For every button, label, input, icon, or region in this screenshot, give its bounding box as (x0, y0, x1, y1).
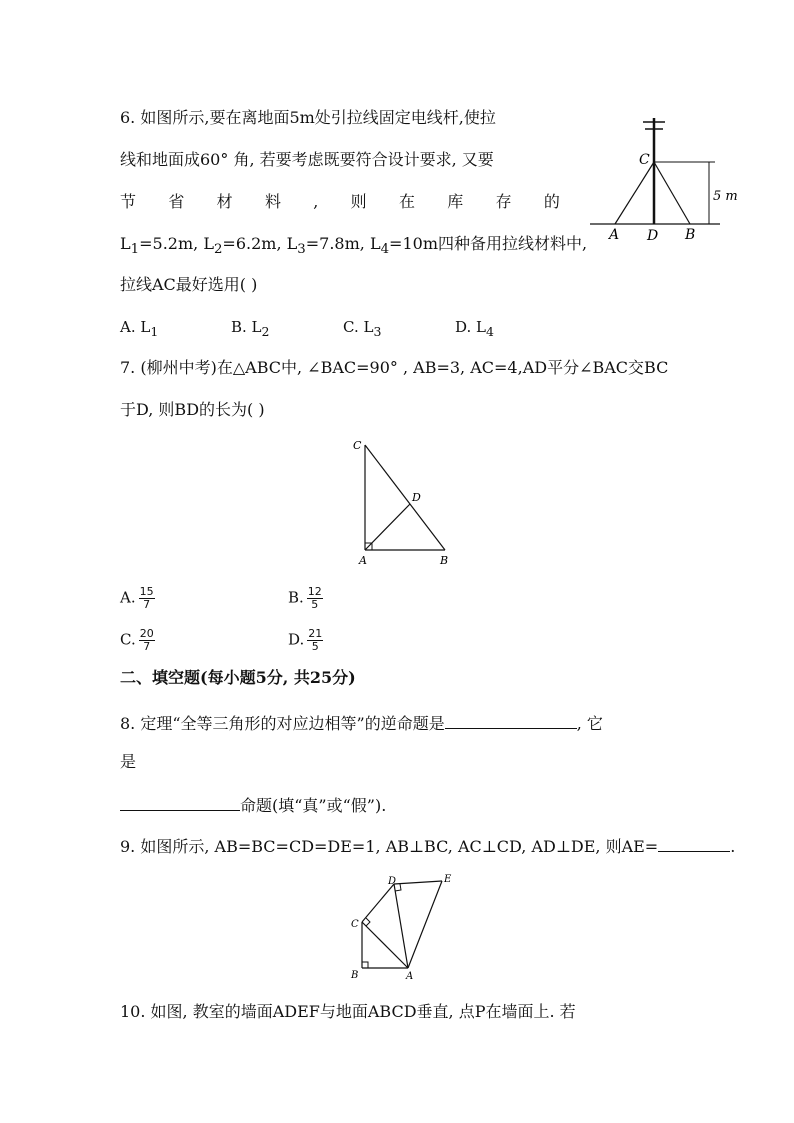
q6-char: 材 (216, 192, 233, 211)
fraction: $\frac{12}{5}$ (307, 585, 322, 611)
segment-cd (362, 884, 394, 922)
segment-ae (408, 881, 442, 968)
q6-line-3 (120, 192, 560, 212)
q6-option-a[interactable]: A. $L_1$ (120, 318, 159, 339)
right-angle-mark (362, 962, 368, 968)
q6-line-4 (120, 234, 587, 260)
q8-line-1: 8. 定理“全等三角形的对应边相等”的逆命题是 , 它 (120, 714, 603, 733)
label-c: C (353, 439, 362, 452)
q6-line-5: 拉线AC最好选用( ) (120, 275, 258, 294)
q6-option-d[interactable]: D. $L_4$ (455, 318, 494, 339)
fraction: $\frac{15}{7}$ (139, 585, 154, 611)
height-label: 5 m (713, 189, 738, 204)
q8-line-3: 命题(填“真”或“假”). (120, 794, 386, 816)
fraction: $\frac{21}{5}$ (308, 627, 323, 653)
label-e: E (444, 874, 452, 885)
l4-value: =10m四种备用拉线材料中, (389, 234, 588, 253)
q6-line-2: 线和地面成60° 角, 若要考虑既要符合设计要求, 又要 (120, 150, 494, 169)
l1-subscript: 1 (130, 242, 140, 258)
q7-option-a[interactable]: A. $\frac{15}{7}$ (120, 585, 154, 611)
segment-de (394, 881, 442, 884)
q6-char: 在 (398, 192, 415, 211)
l4-subscript: 4 (380, 242, 390, 258)
spiral-figure (340, 872, 470, 984)
l1-value: =5.2m, (139, 234, 204, 253)
q7-option-b[interactable]: B. $\frac{12}{5}$ (288, 585, 322, 611)
label-b: B (351, 970, 359, 981)
q7-option-c[interactable]: C. $\frac{20}{7}$ (120, 627, 154, 653)
answer-blank[interactable] (658, 835, 730, 852)
l4-symbol: L (369, 234, 381, 253)
l3-subscript: 3 (297, 242, 306, 258)
label-c: C (351, 919, 359, 930)
pole-figure (585, 108, 755, 248)
q6-line-1: 6. 如图所示,要在离地面5m处引拉线固定电线杆,使拉 (120, 108, 496, 127)
label-b: B (685, 227, 696, 243)
q7-line-1: 7. (柳州中考)在△ABC中, ∠BAC=90° , AB=3, AC=4,AD平分∠BAC交BC (120, 358, 669, 377)
q6-char: 的 (543, 192, 560, 211)
wire-ac (615, 162, 654, 224)
answer-blank[interactable] (120, 794, 240, 811)
label-a: A (359, 554, 367, 567)
l3-value: =7.8m, (305, 234, 370, 253)
wire-bc (654, 162, 690, 224)
label-a: A (406, 971, 414, 982)
q6-char: 省 (168, 192, 185, 211)
q7-line-2: 于D, 则BD的长为( ) (120, 400, 265, 419)
side-bc (365, 445, 445, 550)
q6-char: 库 (447, 192, 464, 211)
l2-symbol: L (203, 234, 214, 253)
l2-value: =6.2m, (222, 234, 287, 253)
q6-char: , (313, 192, 319, 211)
q6-option-b[interactable]: B. $L_2$ (231, 318, 270, 339)
l2-subscript: 2 (213, 242, 223, 258)
q10-line-1: 10. 如图, 教室的墙面ADEF与地面ABCD垂直, 点P在墙面上. 若 (120, 1002, 576, 1021)
label-d: D (388, 876, 397, 887)
right-angle-mark (366, 918, 370, 926)
label-a: A (609, 227, 620, 243)
answer-blank[interactable] (445, 712, 577, 729)
label-b: B (440, 554, 449, 567)
q7-option-d[interactable]: D. $\frac{21}{5}$ (288, 627, 323, 653)
q6-char: 料 (264, 192, 281, 211)
q6-char: 存 (495, 192, 512, 211)
triangle-figure (345, 435, 465, 570)
label-d: D (412, 491, 421, 504)
section-heading: 二、填空题(每小题5分, 共25分) (120, 668, 356, 687)
fraction: $\frac{20}{7}$ (139, 627, 154, 653)
l3-symbol: L (286, 234, 298, 253)
q8-line-2: 是 (120, 752, 137, 771)
q9-line: 9. 如图所示, AB=BC=CD=DE=1, AB⊥BC, AC⊥CD, AD⊥DE, 则AE= . (120, 837, 736, 856)
q6-option-c[interactable]: C. $L_3$ (343, 318, 382, 339)
l1-symbol: L (120, 234, 131, 253)
q6-char: 则 (350, 192, 367, 211)
label-c: C (639, 152, 650, 168)
label-d: D (647, 228, 659, 244)
q6-char: 节 (120, 192, 137, 211)
